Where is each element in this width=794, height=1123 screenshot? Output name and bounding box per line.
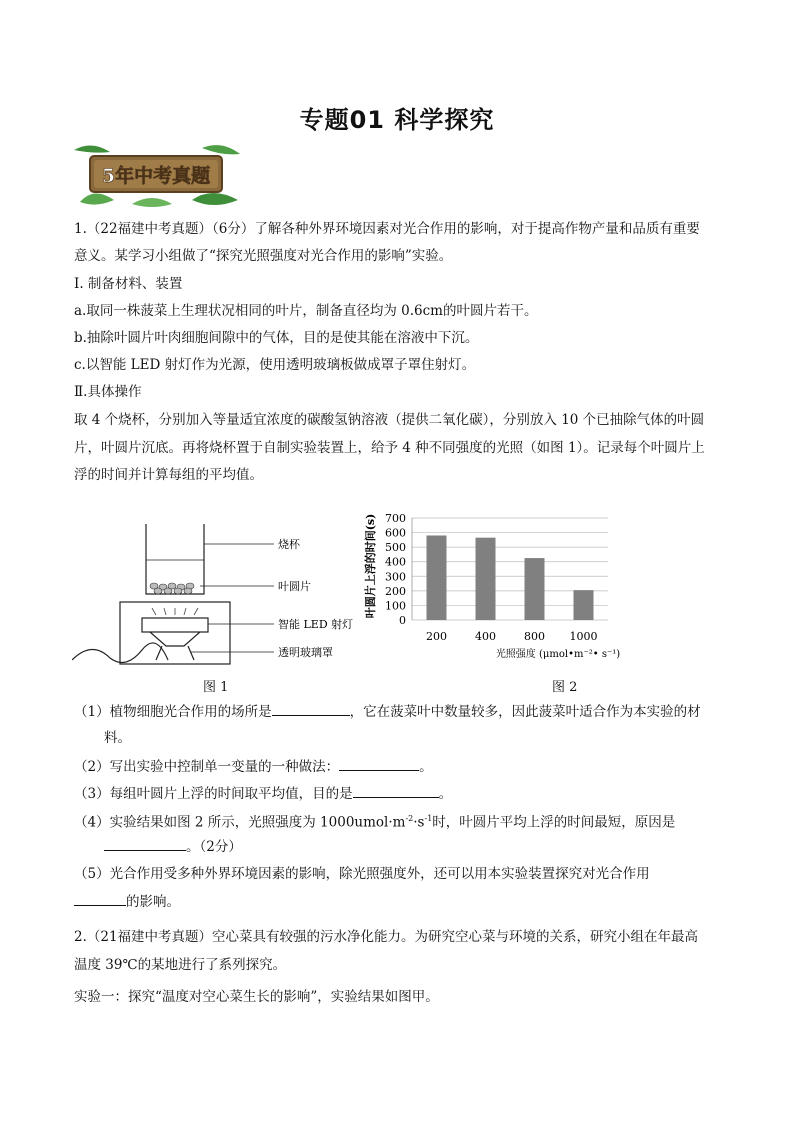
q1-operation-line-2: 片，叶圆片沉底。再将烧杯置于自制实验装置上，给予 4 种不同强度的光照（如图 1）。记录每个叶圆片上	[74, 440, 705, 456]
q1-section-1: I. 制备材料、装置	[74, 276, 183, 292]
q1-sub-4-text-c: 。（2分）	[186, 839, 242, 855]
q1-sub-1	[74, 702, 701, 721]
chart-bars	[427, 535, 594, 620]
chart-x-axis-label: 光照强度 (μmol•m⁻²• s⁻¹)	[495, 649, 621, 660]
superscript: -1	[424, 814, 433, 823]
q1-step-a: a.取同一株菠菜上生理状况相同的叶片，制备直径均为 0.6cm的叶圆片若干。	[74, 303, 538, 319]
y-tick-label: 700	[385, 512, 406, 525]
answer-blank[interactable]	[272, 702, 350, 716]
figure-1-caption: 图 1	[203, 680, 229, 695]
answer-blank[interactable]	[74, 892, 126, 906]
q1-sub-2-text-a: （2）写出实验中控制单一变量的一种做法：	[74, 759, 340, 775]
q1-sub-4-cont	[104, 837, 242, 856]
q1-operation-line-3: 浮的时间并计算每组的平均值。	[74, 467, 263, 483]
q1-operation-line-1: 取 4 个烧杯，分别加入等量适宜浓度的碳酸氢钠溶液（提供二氧化碳），分别放入 10 个已抽除气体的叶圆	[74, 412, 705, 428]
q2-intro-line-2: 温度 39℃的某地进行了系列探究。	[74, 957, 287, 973]
y-tick-label: 0	[399, 614, 406, 627]
figure-2-caption: 图 2	[552, 680, 578, 695]
x-tick-label: 800	[524, 630, 545, 643]
light-rays	[152, 608, 198, 615]
y-tick-label: 400	[385, 555, 406, 569]
q1-sub-3-text-a: （3）每组叶圆片上浮的时间取平均值，目的是	[74, 786, 353, 802]
q1-sub-1-text-a: （1）植物细胞光合作用的场所是	[74, 704, 272, 720]
bar-800	[525, 558, 545, 620]
label-glass-cover: 透明玻璃罩	[278, 646, 333, 659]
q1-sub-4-text-b: 时，叶圆片平均上浮的时间最短，原因是	[432, 814, 676, 831]
bar-200	[427, 535, 447, 620]
q1-intro-line-1: 1.（22福建中考真题）（6分）了解各种外界环境因素对光合作用的影响，对于提高作物产量和品质有重要	[74, 221, 700, 237]
q1-sub-2-text-b: 。	[419, 759, 433, 775]
exam-banner	[72, 142, 242, 210]
y-tick-label: 100	[385, 599, 406, 613]
q1-section-2: Ⅱ.具体操作	[74, 384, 142, 400]
q1-sub-5-text-b: 的影响。	[126, 894, 180, 910]
q1-sub-3-text-b: 。	[438, 786, 453, 802]
x-tick-label: 400	[475, 630, 496, 643]
answer-blank[interactable]	[353, 784, 439, 798]
q1-sub-5-cont	[104, 892, 180, 911]
q1-sub-4-unit: ·s	[413, 814, 425, 831]
q1-sub-1-cont: 料。	[104, 730, 131, 746]
x-tick-label: 1000	[569, 630, 598, 643]
answer-blank[interactable]	[339, 757, 419, 771]
leaf-discs	[150, 583, 194, 594]
bar-1000	[574, 590, 594, 620]
q1-intro-line-2: 意义。某学习小组做了“探究光照强度对光合作用的影响”实验。	[74, 248, 453, 264]
banner-text: 5年中考真题	[101, 165, 211, 187]
figure-2-bar-chart	[360, 500, 660, 670]
y-tick-label: 300	[385, 570, 406, 584]
q1-sub-2	[74, 757, 433, 776]
x-tick-label: 200	[426, 630, 447, 643]
page-title: 专题01 科学探究	[299, 106, 495, 134]
superscript: -2	[405, 814, 414, 823]
q2-experiment-1: 实验一：探究“温度对空心菜生长的影响”，实验结果如图甲。	[74, 989, 439, 1005]
y-tick-label: 200	[385, 584, 406, 598]
q1-sub-1-text-b: ，它在菠菜叶中数量较多，因此菠菜叶适合作为本实验的材	[349, 704, 701, 720]
label-beaker: 烧杯	[278, 538, 300, 551]
q2-intro-line-1: 2.（21福建中考真题）空心菜具有较强的污水净化能力。为研究空心菜与环境的关系，研究小组在年最高	[74, 929, 699, 945]
bar-400	[476, 538, 496, 620]
q1-sub-4	[74, 810, 675, 832]
label-leaf-disc: 叶圆片	[278, 580, 311, 593]
led-lamp	[142, 618, 208, 632]
answer-blank[interactable]	[104, 837, 186, 851]
q1-step-c: c.以智能 LED 射灯作为光源，使用透明玻璃板做成罩子罩住射灯。	[74, 357, 476, 373]
q1-step-b: b.抽除叶圆片叶肉细胞间隙中的气体，目的是使其能在溶液中下沉。	[74, 330, 479, 346]
figure-1-apparatus	[72, 520, 362, 670]
label-led-lamp: 智能 LED 射灯	[278, 618, 354, 631]
q1-sub-4-text-a: （4）实验结果如图 2 所示，光照强度为 1000umol·m	[74, 814, 406, 831]
y-tick-label: 600	[385, 526, 406, 540]
q1-sub-3	[74, 784, 452, 803]
q1-sub-5: （5）光合作用受多种外界环境因素的影响，除光照强度外，还可以用本实验装置探究对光合作用	[74, 866, 650, 882]
y-tick-label: 500	[385, 541, 406, 555]
chart-y-axis-label: 叶圆片上浮的时间(s)	[364, 513, 377, 619]
